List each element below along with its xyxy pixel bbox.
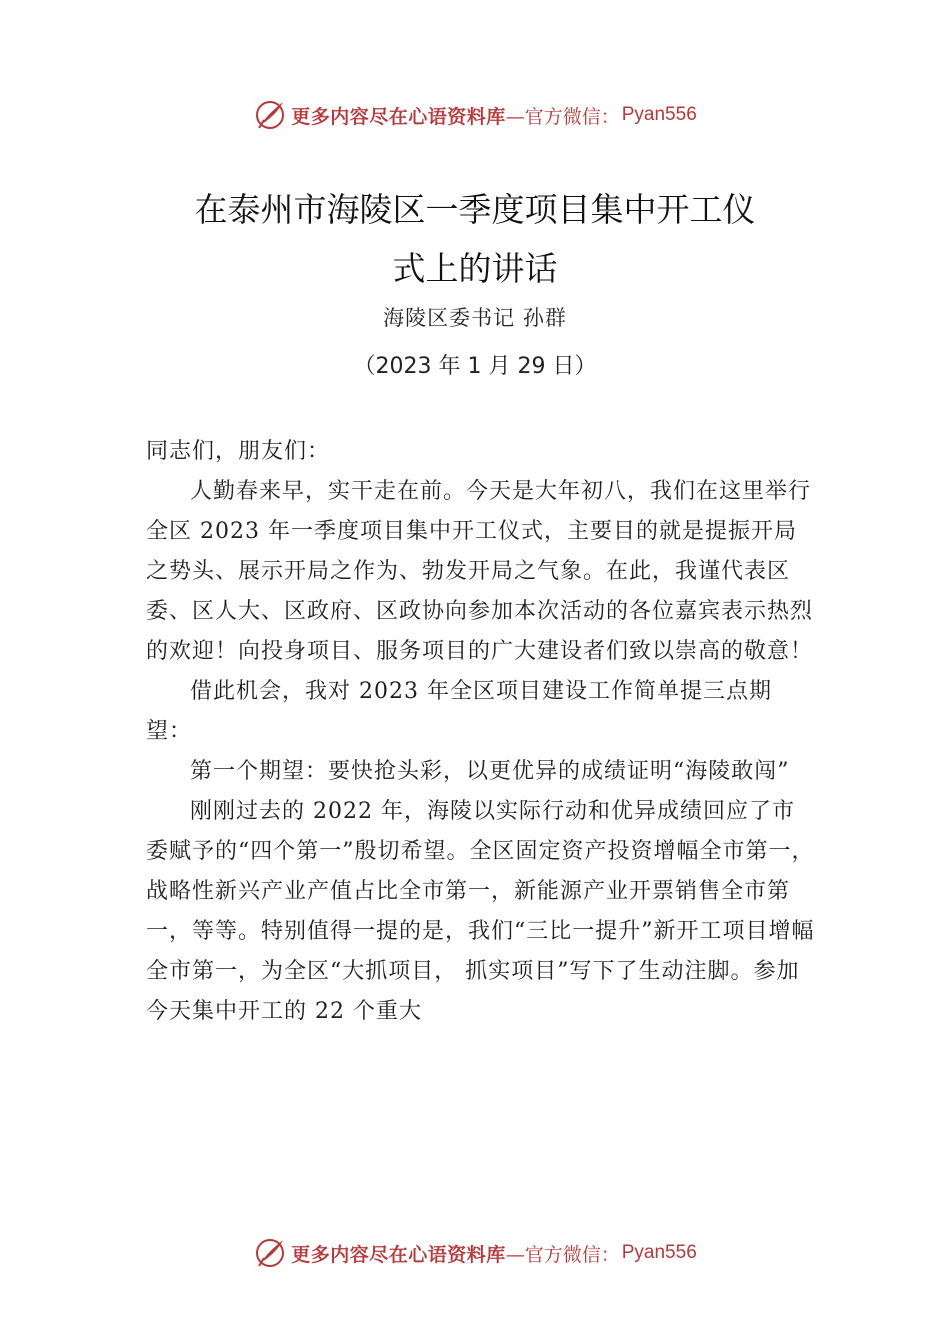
- quill-logo-icon: [253, 1236, 287, 1270]
- quill-logo-icon: [253, 98, 287, 132]
- doc-date: （2023 年 1 月 29 日）: [353, 354, 597, 379]
- footer-banner: [0, 1233, 950, 1273]
- greeting: 同志们，朋友们：: [146, 439, 331, 464]
- doc-title-line1: 在泰州市海陵区一季度项目集中开工仪: [194, 190, 756, 229]
- header-banner: [0, 95, 950, 135]
- doc-title-line2: 式上的讲话: [392, 249, 558, 288]
- banner-wechat-id: Pyan556: [621, 104, 697, 125]
- doc-body: [146, 432, 816, 1032]
- banner-official: —官方微信：: [505, 1243, 620, 1266]
- doc-author: 海陵区委书记 孙群: [383, 306, 567, 330]
- paragraph-2: 借此机会，我对 2023 年全区项目建设工作简单提三点期望：: [146, 679, 772, 744]
- banner-wechat-id: Pyan556: [621, 1242, 697, 1263]
- paragraph-1: 人勤春来早，实干走在前。今天是大年初八，我们在这里举行全区 2023 年一季度项目集中开工仪式，主要目的就是提振开局之势头、展示开局之作为、勃发开局之气象。在此，我谨代表区委、区人大、区政府、区政协向参加本次活动的各位嘉宾表示热烈的欢迎！向投身项目、服务项目的广大建设者们致以崇高的敬意！: [146, 479, 814, 664]
- banner-brand: 更多内容尽在心语资料库: [291, 1243, 506, 1266]
- banner-official: —官方微信：: [505, 105, 620, 128]
- paragraph-4: 刚刚过去的 2022 年，海陵以实际行动和优异成绩回应了市委赋予的“四个第一”殷切希望。全区固定资产投资增幅全市第一，战略性新兴产业产值占比全市第一，新能源产业开票销售全市第一，等等。特别值得一提的是，我们“三比一提升”新开工项目增幅全市第一，为全区“大抓项目， 抓实项目”写下了生动注脚。参加今天集中开工的 22 个重大: [146, 799, 815, 1024]
- paragraph-3: 第一个期望：要快抢头彩，以更优异的成绩证明“海陵敢闯”: [190, 759, 790, 784]
- banner-brand: 更多内容尽在心语资料库: [291, 105, 506, 128]
